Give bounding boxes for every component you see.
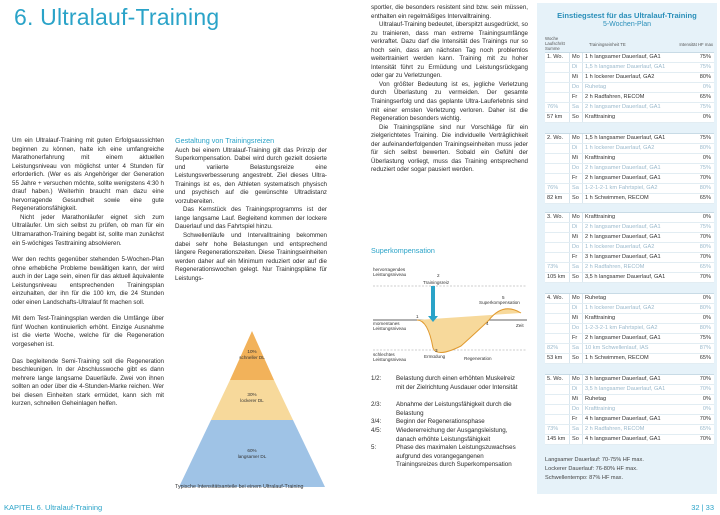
unit-cell: Krafttraining (585, 315, 616, 321)
unit-cell: 2 h langsamer Dauerlauf, GA1 (585, 104, 661, 110)
day-cell: Mo (572, 135, 580, 141)
intensity-cell: 80% (699, 325, 711, 331)
intensity-cell: 75% (699, 165, 711, 171)
plan-row (545, 344, 714, 354)
unit-cell: 1 h langsamer Dauerlauf, GA1 (585, 54, 661, 60)
day-cell: Di (572, 145, 578, 151)
week-cell: 145 km (547, 436, 566, 442)
pyramid-bottom-label: langsamer DL (237, 454, 267, 459)
label-zeit: Zeit (516, 323, 524, 328)
marker-4: 4 (486, 321, 489, 326)
unit-cell: 1 h lockerer Dauerlauf, GA2 (585, 74, 655, 80)
day-cell: Di (572, 224, 578, 230)
unit-cell: 2 h langsamer Dauerlauf, GA1 (585, 165, 661, 171)
intensity-cell: 65% (699, 195, 711, 201)
plan-row (545, 324, 714, 334)
list-number: 3/4: (371, 418, 382, 425)
unit-cell: 1,5 h langsamer Dauerlauf, GA1 (585, 64, 666, 70)
label-reiz: Trainingsreiz (423, 280, 450, 285)
week-cell: 73% (547, 264, 559, 270)
day-cell: Di (572, 386, 578, 392)
intensity-cell: 70% (699, 386, 711, 392)
plan-row (545, 415, 714, 425)
plan-title: Einstiegstest für das Ultralauf-Training (557, 11, 697, 20)
intensity-cell: 75% (699, 335, 711, 341)
unit-cell: 1 h lockerer Dauerlauf, GA2 (585, 244, 655, 250)
intensity-cell: 0% (702, 406, 711, 412)
legend-item: Schwellentempo: 87% HF max. (545, 475, 624, 481)
label-regeneration: Regeneration (464, 356, 492, 361)
day-cell: Mi (572, 74, 578, 80)
paragraph: Um ein Ultralauf-Training mit guten Erfolgsaussichten beginnen zu können, halte ich eine umfangreiche Marathonerfahrung mit einem aktuellen Leistungsniveau von möglichst unter 4 Stunden für erforderlich. (Wer es als Angehöriger der Generation 55 Jahre + versuchen möchte, sollte wenigstens 4:30 h drauf haben.) Weiterhin braucht man dazu eine hervorragende Gesundheit sowie eine gute Regenerationsfähigkeit. (12, 137, 164, 213)
intensity-cell: 65% (699, 355, 711, 361)
day-cell: Mo (572, 295, 580, 301)
unit-cell: Ruhetag (585, 295, 607, 301)
footer-page-numbers: 32 | 33 (691, 503, 714, 512)
column-3 (371, 4, 528, 175)
paragraph: Mit dem Test-Trainingsplan werden die Umfänge über fünf Wochen kontinuierlich erhöht. Einzige Ausnahme ist die vierte Woche, welche für die Regeneration vorgesehen ist. (12, 315, 164, 349)
paragraph: Die Trainingspläne sind nur Vorschläge für ein zielgerichtetes Training. Die individuelle Verträglichkeit der aufeinanderfolgenden Trainingseinheiten muss jeder für sich selbst bewerten. Sobald ein Gefühl der Überlastung vorliegt, muss das Training entsprechend reduziert oder sogar pausiert werden. (371, 123, 528, 174)
day-cell: Mi (572, 155, 578, 161)
legend-item: Langsamer Dauerlauf: 70-75% HF max. (545, 457, 644, 463)
training-plan-box (537, 3, 717, 494)
plan-row (545, 314, 714, 324)
plan-row (545, 213, 714, 223)
day-cell: Mi (572, 234, 578, 240)
unit-cell: 2 h Radfahren, RECOM (585, 94, 645, 100)
intensity-cell: 70% (699, 274, 711, 280)
intensity-cell: 75% (699, 54, 711, 60)
plan-row (545, 174, 714, 184)
unit-cell: 2 h langsamer Dauerlauf, GA1 (585, 234, 661, 240)
plan-row (545, 273, 714, 283)
week-cell: 76% (547, 185, 559, 191)
intensity-cell: 0% (702, 396, 711, 402)
day-cell: Fr (572, 254, 578, 260)
unit-cell: 3 h langsamer Dauerlauf, GA1 (585, 376, 661, 382)
pyramid-bottom-value: 60% (247, 448, 257, 453)
week-cell: 76% (547, 104, 559, 110)
week-cell: 3. Wo. (547, 214, 564, 220)
day-cell: Fr (572, 175, 578, 181)
plan-row (545, 395, 714, 405)
unit-cell: 3,5 h langsamer Dauerlauf, GA1 (585, 274, 666, 280)
intensity-cell: 75% (699, 64, 711, 70)
intensity-cell: 87% (699, 345, 711, 351)
intensity-cell: 80% (699, 305, 711, 311)
superkomp-legend-list (371, 375, 528, 500)
week-cell: 82% (547, 345, 559, 351)
plan-row (545, 184, 714, 194)
plan-row (545, 223, 714, 233)
plan-row (545, 385, 714, 395)
week-cell: 4. Wo. (547, 295, 564, 301)
plan-row (545, 435, 714, 445)
list-number: 5: (371, 444, 377, 451)
paragraph: Schwellenläufe und Intervalltraining bekommen dabei sehr hohe Belastungen und entsprechend längere Regenerationszeiten. Diese Trainingseinheiten werden daher auf ein Minimum reduziert oder auf die Regenerationswochen gelegt. Nur Trainingspläne für Leistungs- (175, 232, 327, 282)
unit-cell: 10 km Schwellenlauf, IAS (585, 345, 649, 351)
intensity-cell: 65% (699, 264, 711, 270)
day-cell: Mi (572, 315, 578, 321)
intensity-cell: 75% (699, 135, 711, 141)
intensity-cell: 70% (699, 416, 711, 422)
label-high: hervorragendes Leistungsniveau (373, 267, 407, 278)
plan-row (545, 233, 714, 243)
day-cell: Do (572, 244, 580, 250)
intensity-pyramid (175, 325, 330, 495)
plan-legend (545, 456, 644, 483)
list-text: Wiedererreichung der Ausgangsleistung, danach erhöhte Leistungsfähigkeit (396, 427, 508, 443)
week-cell: 1. Wo. (547, 54, 564, 60)
unit-cell: 2 h langsamer Dauerlauf, GA1 (585, 175, 661, 181)
intensity-cell: 70% (699, 175, 711, 181)
footer-chapter: KAPITEL 6. Ultralauf-Training (4, 503, 103, 512)
plan-row (545, 263, 714, 273)
unit-cell: 1,5 h langsamer Dauerlauf, GA1 (585, 135, 666, 141)
week-cell: 105 km (547, 274, 566, 280)
day-cell: Mo (572, 54, 580, 60)
unit-cell: 3 h langsamer Dauerlauf, GA1 (585, 254, 661, 260)
intensity-cell: 70% (699, 234, 711, 240)
unit-cell: Krafttraining (585, 114, 616, 120)
plan-row (545, 73, 714, 83)
plan-row (545, 63, 714, 73)
unit-cell: 1-2-3-2-1 km Fahrtspiel, GA2 (585, 325, 658, 331)
plan-header-unit: Trainingseinheit TE (589, 42, 626, 47)
unit-cell: 1 h Schwimmen, RECOM (585, 355, 649, 361)
unit-cell: Krafttraining (585, 406, 616, 412)
plan-row (545, 304, 714, 314)
unit-cell: 3,5 h langsamer Dauerlauf, GA1 (585, 386, 666, 392)
week-cell: 5. Wo. (547, 376, 564, 382)
marker-5: 5 (502, 295, 505, 300)
paragraph: Wer den rechts gegenüber stehenden 5-Wochen-Plan ohne erhebliche Probleme bewältigen kann, der wird auch in der Lage sein, einen für das aktuell äquivalente Leistungsniveau entsprechenden Trainingsplan einzuhalten, der ihn für die 100 km, die 24 Stunden oder einen Landschafts-Ultralauf fit machen soll. (12, 256, 164, 306)
pyramid-top-label: schneller DL (239, 355, 265, 360)
plan-subtitle: 5-Wochen-Plan (602, 21, 652, 28)
day-cell: So (572, 195, 579, 201)
day-cell: Sa (572, 185, 579, 191)
plan-row (545, 294, 714, 304)
paragraph: sportler, die besonders resistent sind bzw. sein müssen, enthalten ein regelmäßiges Intervalltraining. (371, 4, 528, 20)
plan-row (545, 113, 714, 123)
week-table (545, 374, 714, 445)
pyramid-mid-value: 30% (247, 392, 257, 397)
intensity-cell: 70% (699, 436, 711, 442)
unit-cell: Ruhetag (585, 84, 607, 90)
section-heading-superkompensation: Superkompensation (371, 246, 435, 255)
day-cell: So (572, 274, 579, 280)
intensity-cell: 75% (699, 224, 711, 230)
intensity-cell: 0% (702, 295, 711, 301)
pyramid-top-value: 10% (247, 349, 257, 354)
day-cell: Mo (572, 376, 580, 382)
marker-1: 1 (416, 314, 419, 319)
intensity-cell: 0% (702, 84, 711, 90)
paragraph: Nicht jeder Marathonläufer eignet sich zum Ultraläufer. Um sich selbst zu prüfen, ob man für ein Ultramarathon-Training begabt ist, sollte man zunächst ein 5-wöchiges Testtraining absolvieren. (12, 213, 164, 247)
week-cell: 82 km (547, 195, 563, 201)
day-cell: Di (572, 64, 578, 70)
paragraph: Auch bei einem Ultralauf-Training gilt das Prinzip der Superkompensation. Dabei wird durch gezielt dosierte und variierte Belastungsreize eine Leistungsverbesserung angestrebt. Ziel dieses Ultra-Trainings ist es, den Athleten systematisch physisch und psychisch auf die gewünschte Ultradistanz vorzubereiten. (175, 146, 327, 205)
week-cell: 73% (547, 426, 559, 432)
unit-cell: 4 h langsamer Dauerlauf, GA1 (585, 436, 661, 442)
day-cell: So (572, 436, 579, 442)
day-cell: So (572, 114, 579, 120)
day-cell: Mi (572, 396, 578, 402)
intensity-cell: 80% (699, 185, 711, 191)
plan-row (545, 53, 714, 63)
day-cell: Sa (572, 426, 579, 432)
intensity-cell: 75% (699, 104, 711, 110)
week-cell: 57 km (547, 114, 563, 120)
day-cell: Fr (572, 335, 578, 341)
intensity-cell: 65% (699, 94, 711, 100)
plan-row (545, 405, 714, 415)
legend-item: Lockerer Dauerlauf: 76-80% HF max. (545, 466, 638, 472)
unit-cell: 2 h langsamer Dauerlauf, GA1 (585, 335, 661, 341)
week-table (545, 293, 714, 364)
plan-row (545, 144, 714, 154)
day-cell: So (572, 355, 579, 361)
intensity-cell: 0% (702, 114, 711, 120)
plan-row (545, 334, 714, 344)
section-heading: Gestaltung von Trainingsreizen (175, 136, 275, 145)
plan-row (545, 134, 714, 144)
pyramid-mid-label: lockerer DL (240, 398, 264, 403)
unit-cell: Ruhetag (585, 396, 607, 402)
plan-row (545, 354, 714, 364)
unit-cell: 1 h Schwimmen, RECOM (585, 195, 649, 201)
unit-cell: Krafttraining (585, 155, 616, 161)
day-cell: Do (572, 165, 580, 171)
day-cell: Do (572, 325, 580, 331)
unit-cell: 1 h lockerer Dauerlauf, GA2 (585, 305, 655, 311)
plan-row (545, 375, 714, 385)
page-title: 6. Ultralauf-Training (14, 4, 220, 30)
plan-row (545, 103, 714, 113)
week-table (545, 133, 714, 204)
intensity-cell: 70% (699, 376, 711, 382)
unit-cell: Krafttraining (585, 214, 616, 220)
week-table (545, 52, 714, 123)
paragraph: Das Kernstück des Trainingsprogramms ist der lange langsame Lauf. Begleitend kommen der lockere Dauerlauf und das Fahrtspiel hinzu. (175, 206, 327, 231)
plan-header-intensity: Intensität HF max (679, 42, 713, 47)
unit-cell: 1 h lockerer Dauerlauf, GA2 (585, 145, 655, 151)
plan-header-week: Woche Laufschritt Summe (545, 36, 565, 51)
paragraph: Das begleitende Semi-Training soll die Regeneration beschleunigen. In der Abschlusswoche gibt es dann mehrere lange langsame Dauerläufe. Zwei von ihnen sollten an oder über die 4-Stunden-Marke reichen. Wer bei diesen Einheiten stark ermüdet, kann sich mit kurzen, schnellen Geheinlagen helfen. (12, 357, 164, 408)
plan-row (545, 253, 714, 263)
week-cell: 53 km (547, 355, 563, 361)
plan-row (545, 243, 714, 253)
intensity-cell: 80% (699, 244, 711, 250)
label-ermuedung: Ermüdung (424, 354, 446, 359)
intensity-cell: 0% (702, 155, 711, 161)
day-cell: Di (572, 305, 578, 311)
intensity-cell: 0% (702, 315, 711, 321)
day-cell: Do (572, 406, 580, 412)
day-cell: Sa (572, 345, 579, 351)
paragraph: Von größter Bedeutung ist es, jegliche Verletzung durch Überlastung zu vermeiden. Der gesamte Trainingserfolg und das geplante Ultra-Lauferlebnis sind mit einer ernsten Verletzung verloren. Daher ist die Regeneration besonders wichtig. (371, 80, 528, 123)
list-text: Beginn der Regenerationsphase (396, 418, 485, 425)
unit-cell: 4 h langsamer Dauerlauf, GA1 (585, 416, 661, 422)
day-cell: Fr (572, 94, 578, 100)
list-number: 2/3: (371, 401, 382, 408)
label-mid: momentanes Leistungsniveau (373, 321, 407, 332)
day-cell: Sa (572, 264, 579, 270)
day-cell: Mo (572, 214, 580, 220)
list-text: Phase des maximalen Leistungszuwachses aufgrund des vorangegangenen Trainingsreizes durch Superkompensation (396, 444, 516, 469)
week-cell: 2. Wo. (547, 135, 564, 141)
label-low: schlechtes Leistungsniveau (373, 352, 407, 363)
label-superkomp: Superkompensation (479, 300, 520, 305)
unit-cell: 2 h Radfahren, RECOM (585, 264, 645, 270)
unit-cell: 2 h langsamer Dauerlauf, GA1 (585, 224, 661, 230)
week-table (545, 212, 714, 283)
intensity-cell: 65% (699, 426, 711, 432)
plan-row (545, 194, 714, 204)
intensity-cell: 80% (699, 145, 711, 151)
marker-3: 3 (435, 348, 438, 353)
plan-row (545, 93, 714, 103)
column-1 (12, 137, 164, 409)
plan-row (545, 425, 714, 435)
paragraph: Ultralauf-Training bedeutet, überspitzt ausgedrückt, so zu trainieren, dass man extreme Trainingsumfänge verkraftet. Dazu darf die Intensität des Trainings nur so hoch sein, dass am nächsten Tag noch problemlos weitertrainiert werden kann. Training mit zu hoher Intensität führt zu Ermüdung und Leistungsrückgang oder gar zu Verletzungen. (371, 21, 528, 80)
list-text: Abnahme der Leistungsfähigkeit durch die Belastung (396, 401, 512, 417)
list-number: 1/2: (371, 375, 382, 382)
list-number: 4/5: (371, 427, 382, 434)
superkompensation-chart (371, 258, 531, 368)
intensity-cell: 0% (702, 214, 711, 220)
intensity-cell: 80% (699, 74, 711, 80)
plan-row (545, 164, 714, 174)
intensity-cell: 70% (699, 254, 711, 260)
day-cell: Fr (572, 416, 578, 422)
unit-cell: 2 h Radfahren, RECOM (585, 426, 645, 432)
day-cell: Do (572, 84, 580, 90)
unit-cell: 1-2-1-2-1 km Fahrtspiel, GA2 (585, 185, 658, 191)
plan-row (545, 83, 714, 93)
marker-2: 2 (437, 273, 440, 278)
plan-row (545, 154, 714, 164)
pyramid-caption: Typische Intensitätsanteile bei einem Ultralauf-Training (175, 484, 304, 490)
list-text: Belastung durch einen erhöhten Muskelreiz mit der Zielrichtung Ausdauer oder Intensität (396, 375, 518, 391)
column-2 (175, 137, 327, 283)
day-cell: Sa (572, 104, 579, 110)
